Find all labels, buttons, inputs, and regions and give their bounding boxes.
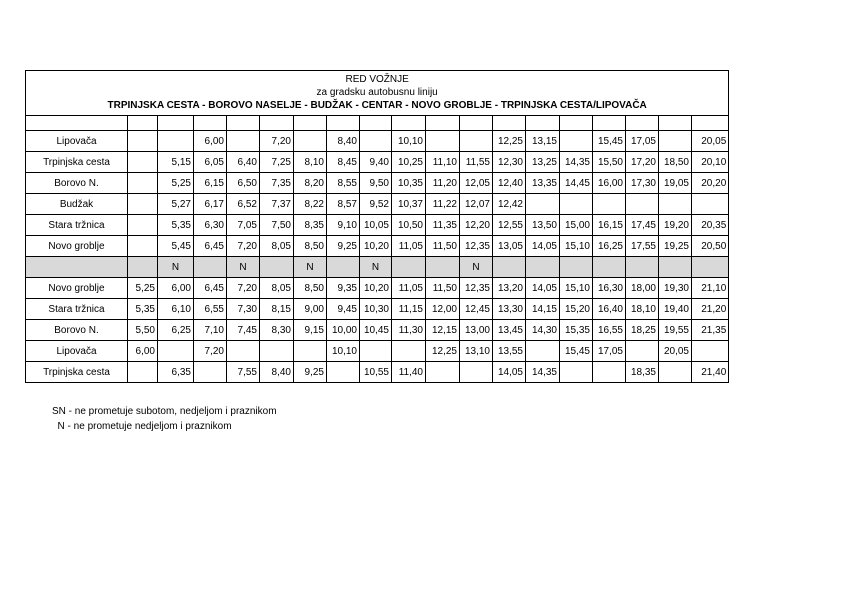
departure-time: 8,20	[294, 173, 327, 194]
departure-time: 20,50	[692, 236, 729, 257]
departure-time: 18,50	[659, 152, 692, 173]
departure-time: 13,35	[526, 173, 560, 194]
departure-time: 14,45	[560, 173, 593, 194]
spacer-cell	[327, 116, 360, 131]
departure-time: 8,10	[294, 152, 327, 173]
departure-time	[360, 341, 392, 362]
notes	[52, 404, 277, 434]
departure-time: 6,00	[194, 131, 227, 152]
departure-time: 7,37	[260, 194, 294, 215]
departure-time: 13,25	[526, 152, 560, 173]
spacer-cell	[294, 116, 327, 131]
departure-time: 5,25	[128, 278, 158, 299]
note-sn: SN - ne prometuje subotom, nedjeljom i praznikom	[52, 406, 277, 417]
departure-time: 6,00	[128, 341, 158, 362]
departure-time: 19,25	[659, 236, 692, 257]
departure-time: 16,55	[593, 320, 626, 341]
departure-time: 19,40	[659, 299, 692, 320]
spacer-cell	[360, 116, 392, 131]
marker-label-cell	[26, 257, 128, 278]
departure-time	[128, 236, 158, 257]
departure-time: 21,40	[692, 362, 729, 383]
timetable-row	[26, 236, 729, 257]
departure-time: 15,35	[560, 320, 593, 341]
departure-time: 6,10	[158, 299, 194, 320]
departure-time: 11,20	[426, 173, 460, 194]
spacer-cell	[493, 116, 526, 131]
spacer-cell	[526, 116, 560, 131]
departure-time	[560, 194, 593, 215]
spacer-cell	[128, 116, 158, 131]
departure-time: 7,20	[227, 278, 260, 299]
departure-time: 16,30	[593, 278, 626, 299]
departure-time	[460, 131, 493, 152]
departure-time: 15,10	[560, 236, 593, 257]
departure-time	[626, 341, 659, 362]
departure-time: 14,30	[526, 320, 560, 341]
departure-time	[227, 341, 260, 362]
departure-time: 16,40	[593, 299, 626, 320]
departure-time: 8,50	[294, 236, 327, 257]
departure-time: 14,05	[526, 236, 560, 257]
departure-time: 5,25	[158, 173, 194, 194]
departure-time: 13,30	[493, 299, 526, 320]
departure-time: 7,45	[227, 320, 260, 341]
departure-time: 12,30	[493, 152, 526, 173]
departure-time: 5,35	[128, 299, 158, 320]
restriction-marker	[327, 257, 360, 278]
timetable-row	[26, 194, 729, 215]
stop-name: Trpinjska cesta	[26, 152, 128, 173]
departure-time: 8,40	[327, 131, 360, 152]
departure-time: 15,10	[560, 278, 593, 299]
departure-time: 7,30	[227, 299, 260, 320]
departure-time	[260, 341, 294, 362]
departure-time	[426, 131, 460, 152]
departure-time	[659, 131, 692, 152]
restriction-marker: N	[460, 257, 493, 278]
departure-time: 6,45	[194, 236, 227, 257]
departure-time: 6,15	[194, 173, 227, 194]
departure-time: 6,05	[194, 152, 227, 173]
departure-time: 11,50	[426, 236, 460, 257]
departure-time: 12,25	[493, 131, 526, 152]
departure-time: 10,45	[360, 320, 392, 341]
departure-time: 15,20	[560, 299, 593, 320]
restriction-marker	[526, 257, 560, 278]
departure-time: 9,10	[327, 215, 360, 236]
restriction-marker	[426, 257, 460, 278]
departure-time: 6,25	[158, 320, 194, 341]
departure-time: 8,30	[260, 320, 294, 341]
departure-time: 20,05	[692, 131, 729, 152]
departure-time: 17,05	[626, 131, 659, 152]
departure-time: 11,22	[426, 194, 460, 215]
departure-time: 19,05	[659, 173, 692, 194]
departure-time: 10,10	[327, 341, 360, 362]
restriction-marker: N	[158, 257, 194, 278]
departure-time: 10,00	[327, 320, 360, 341]
departure-time	[158, 341, 194, 362]
spacer-cell	[227, 116, 260, 131]
departure-time: 6,45	[194, 278, 227, 299]
departure-time	[158, 131, 194, 152]
departure-time: 6,50	[227, 173, 260, 194]
departure-time: 18,25	[626, 320, 659, 341]
restriction-marker	[560, 257, 593, 278]
stop-name: Novo groblje	[26, 278, 128, 299]
departure-time: 6,55	[194, 299, 227, 320]
timetable-row	[26, 362, 729, 383]
departure-time: 10,20	[360, 236, 392, 257]
departure-time	[526, 341, 560, 362]
departure-time: 13,10	[460, 341, 493, 362]
spacer-cell	[426, 116, 460, 131]
departure-time: 19,55	[659, 320, 692, 341]
departure-time: 11,05	[392, 236, 426, 257]
timetable-sheet	[25, 70, 726, 383]
timetable-row	[26, 152, 729, 173]
spacer-cell	[626, 116, 659, 131]
stop-name: Novo groblje	[26, 236, 128, 257]
spacer-cell	[158, 116, 194, 131]
departure-time: 7,10	[194, 320, 227, 341]
departure-time	[460, 362, 493, 383]
departure-time: 17,05	[593, 341, 626, 362]
departure-time: 6,00	[158, 278, 194, 299]
departure-time: 8,22	[294, 194, 327, 215]
departure-time: 8,40	[260, 362, 294, 383]
stop-name: Stara tržnica	[26, 299, 128, 320]
departure-time	[128, 131, 158, 152]
departure-time	[526, 194, 560, 215]
departure-time: 9,50	[360, 173, 392, 194]
departure-time: 18,35	[626, 362, 659, 383]
departure-time: 17,45	[626, 215, 659, 236]
restriction-marker	[493, 257, 526, 278]
restriction-marker	[260, 257, 294, 278]
departure-time: 5,35	[158, 215, 194, 236]
departure-time: 13,50	[526, 215, 560, 236]
departure-time: 7,20	[260, 131, 294, 152]
departure-time	[426, 362, 460, 383]
departure-time: 21,20	[692, 299, 729, 320]
departure-time: 12,05	[460, 173, 493, 194]
departure-time: 15,50	[593, 152, 626, 173]
departure-time: 9,35	[327, 278, 360, 299]
restriction-marker: N	[227, 257, 260, 278]
spacer-row	[26, 116, 729, 131]
departure-time	[392, 341, 426, 362]
timetable-row	[26, 341, 729, 362]
timetable-row	[26, 131, 729, 152]
spacer-cell	[659, 116, 692, 131]
stop-name: Lipovača	[26, 341, 128, 362]
departure-time: 6,17	[194, 194, 227, 215]
departure-time: 15,45	[560, 341, 593, 362]
departure-time	[227, 131, 260, 152]
departure-time	[294, 341, 327, 362]
timetable-title: RED VOŽNJE	[345, 74, 409, 85]
departure-time: 5,50	[128, 320, 158, 341]
stop-name: Borovo N.	[26, 320, 128, 341]
departure-time: 10,50	[392, 215, 426, 236]
spacer-cell	[194, 116, 227, 131]
timetable-row	[26, 173, 729, 194]
departure-time: 11,30	[392, 320, 426, 341]
departure-time: 15,00	[560, 215, 593, 236]
departure-time: 9,25	[327, 236, 360, 257]
note-n: N - ne prometuje nedjeljom i praznikom	[52, 421, 232, 432]
departure-time: 10,35	[392, 173, 426, 194]
departure-time: 7,05	[227, 215, 260, 236]
departure-time: 16,25	[593, 236, 626, 257]
departure-time: 8,55	[327, 173, 360, 194]
departure-time: 7,20	[194, 341, 227, 362]
restriction-marker-row	[26, 257, 729, 278]
restriction-marker	[128, 257, 158, 278]
timetable-header-row	[26, 71, 729, 116]
departure-time	[128, 194, 158, 215]
departure-time: 12,15	[426, 320, 460, 341]
departure-time: 10,37	[392, 194, 426, 215]
departure-time: 20,05	[659, 341, 692, 362]
departure-time: 10,20	[360, 278, 392, 299]
departure-time: 12,20	[460, 215, 493, 236]
departure-time: 9,40	[360, 152, 392, 173]
departure-time: 14,05	[526, 278, 560, 299]
departure-time: 9,45	[327, 299, 360, 320]
timetable-body	[26, 71, 729, 383]
departure-time	[560, 362, 593, 383]
departure-time	[128, 173, 158, 194]
departure-time: 18,10	[626, 299, 659, 320]
departure-time: 19,30	[659, 278, 692, 299]
departure-time	[692, 194, 729, 215]
departure-time: 10,25	[392, 152, 426, 173]
departure-time	[593, 362, 626, 383]
departure-time: 12,42	[493, 194, 526, 215]
stop-name: Lipovača	[26, 131, 128, 152]
restriction-marker: N	[360, 257, 392, 278]
departure-time	[128, 362, 158, 383]
departure-time: 7,55	[227, 362, 260, 383]
departure-time: 7,35	[260, 173, 294, 194]
stop-name: Borovo N.	[26, 173, 128, 194]
departure-time	[128, 215, 158, 236]
route-description: TRPINJSKA CESTA - BOROVO NASELJE - BUDŽAK - CENTAR - NOVO GROBLJE - TRPINJSKA CESTA/LIPOVAČA	[107, 100, 647, 111]
departure-time: 8,35	[294, 215, 327, 236]
departure-time: 5,15	[158, 152, 194, 173]
departure-time	[659, 362, 692, 383]
departure-time: 7,25	[260, 152, 294, 173]
departure-time: 12,07	[460, 194, 493, 215]
departure-time: 6,40	[227, 152, 260, 173]
restriction-marker	[692, 257, 729, 278]
departure-time	[626, 194, 659, 215]
spacer-cell	[392, 116, 426, 131]
departure-time: 19,20	[659, 215, 692, 236]
departure-time: 13,20	[493, 278, 526, 299]
departure-time	[593, 194, 626, 215]
departure-time: 7,20	[227, 236, 260, 257]
timetable-row	[26, 299, 729, 320]
departure-time: 13,55	[493, 341, 526, 362]
departure-time: 17,55	[626, 236, 659, 257]
departure-time: 13,15	[526, 131, 560, 152]
departure-time: 12,25	[426, 341, 460, 362]
stop-name: Budžak	[26, 194, 128, 215]
departure-time: 13,05	[493, 236, 526, 257]
departure-time: 12,55	[493, 215, 526, 236]
departure-time: 6,30	[194, 215, 227, 236]
restriction-marker	[194, 257, 227, 278]
departure-time: 20,35	[692, 215, 729, 236]
restriction-marker	[626, 257, 659, 278]
departure-time: 13,45	[493, 320, 526, 341]
restriction-marker: N	[294, 257, 327, 278]
departure-time: 11,40	[392, 362, 426, 383]
departure-time: 6,35	[158, 362, 194, 383]
departure-time: 17,30	[626, 173, 659, 194]
departure-time: 12,40	[493, 173, 526, 194]
departure-time: 11,15	[392, 299, 426, 320]
timetable-row	[26, 278, 729, 299]
departure-time: 10,10	[392, 131, 426, 152]
spacer-cell	[26, 116, 128, 131]
departure-time: 13,00	[460, 320, 493, 341]
departure-time: 8,05	[260, 278, 294, 299]
departure-time	[128, 152, 158, 173]
departure-time: 9,52	[360, 194, 392, 215]
departure-time: 8,15	[260, 299, 294, 320]
departure-time: 11,55	[460, 152, 493, 173]
departure-time	[294, 131, 327, 152]
departure-time: 21,35	[692, 320, 729, 341]
departure-time: 12,00	[426, 299, 460, 320]
departure-time: 11,50	[426, 278, 460, 299]
departure-time: 18,00	[626, 278, 659, 299]
departure-time: 5,45	[158, 236, 194, 257]
departure-time	[560, 131, 593, 152]
departure-time: 7,50	[260, 215, 294, 236]
restriction-marker	[593, 257, 626, 278]
departure-time: 10,30	[360, 299, 392, 320]
departure-time: 14,15	[526, 299, 560, 320]
timetable-header	[26, 71, 729, 116]
departure-time: 9,15	[294, 320, 327, 341]
departure-time: 8,05	[260, 236, 294, 257]
departure-time	[360, 131, 392, 152]
departure-time: 9,25	[294, 362, 327, 383]
departure-time: 15,45	[593, 131, 626, 152]
spacer-cell	[692, 116, 729, 131]
restriction-marker	[659, 257, 692, 278]
departure-time	[194, 362, 227, 383]
spacer-cell	[260, 116, 294, 131]
departure-time: 14,35	[526, 362, 560, 383]
departure-time: 12,45	[460, 299, 493, 320]
timetable-row	[26, 215, 729, 236]
departure-time: 10,55	[360, 362, 392, 383]
departure-time: 5,27	[158, 194, 194, 215]
departure-time	[327, 362, 360, 383]
departure-time: 11,10	[426, 152, 460, 173]
departure-time: 20,10	[692, 152, 729, 173]
stop-name: Stara tržnica	[26, 215, 128, 236]
restriction-marker	[392, 257, 426, 278]
spacer-cell	[460, 116, 493, 131]
departure-time: 14,05	[493, 362, 526, 383]
departure-time: 9,00	[294, 299, 327, 320]
departure-time: 8,50	[294, 278, 327, 299]
departure-time: 20,20	[692, 173, 729, 194]
departure-time: 11,05	[392, 278, 426, 299]
departure-time: 21,10	[692, 278, 729, 299]
departure-time: 16,15	[593, 215, 626, 236]
departure-time: 11,35	[426, 215, 460, 236]
departure-time: 8,45	[327, 152, 360, 173]
departure-time	[692, 341, 729, 362]
spacer-cell	[560, 116, 593, 131]
departure-time	[659, 194, 692, 215]
timetable-row	[26, 320, 729, 341]
departure-time: 16,00	[593, 173, 626, 194]
departure-time: 6,52	[227, 194, 260, 215]
stop-name: Trpinjska cesta	[26, 362, 128, 383]
timetable	[25, 70, 729, 383]
departure-time: 8,57	[327, 194, 360, 215]
departure-time: 12,35	[460, 236, 493, 257]
spacer-cell	[593, 116, 626, 131]
timetable-subtitle: za gradsku autobusnu liniju	[316, 87, 438, 98]
departure-time: 10,05	[360, 215, 392, 236]
departure-time: 14,35	[560, 152, 593, 173]
departure-time: 12,35	[460, 278, 493, 299]
departure-time: 17,20	[626, 152, 659, 173]
